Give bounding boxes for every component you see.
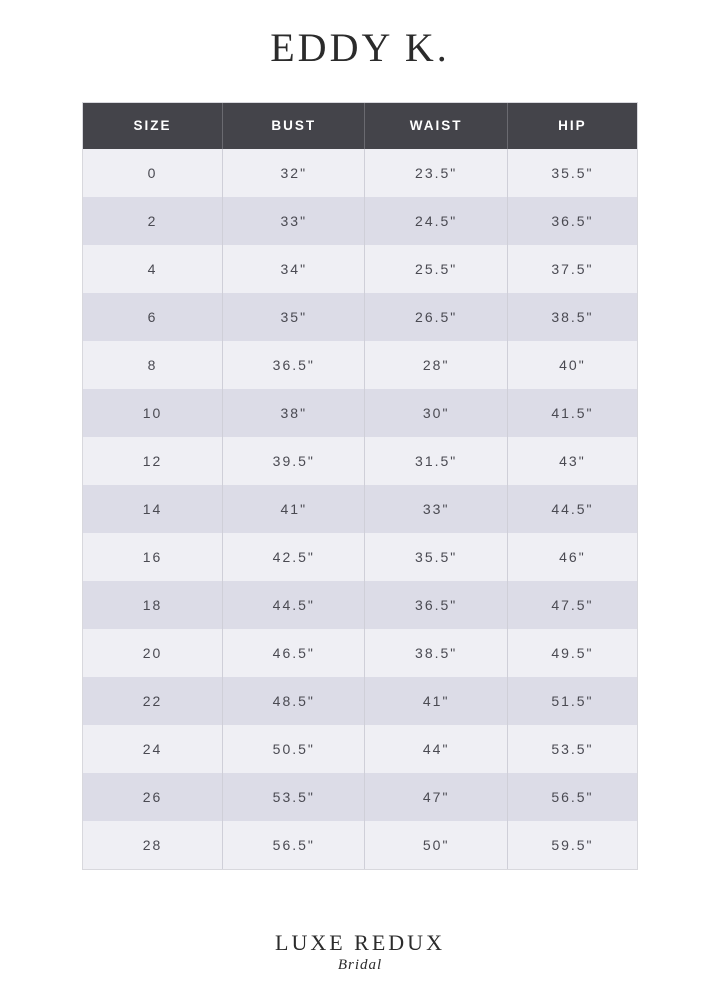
cell-size: 12: [83, 437, 223, 485]
cell-hip: 49.5": [507, 629, 637, 677]
cell-size: 18: [83, 581, 223, 629]
cell-bust: 53.5": [223, 773, 365, 821]
table-row: [83, 821, 637, 869]
cell-size: 26: [83, 773, 223, 821]
cell-size: 28: [83, 821, 223, 869]
cell-size: 24: [83, 725, 223, 773]
cell-waist: 25.5": [365, 245, 507, 293]
size-chart-table: [83, 103, 637, 869]
table-row: [83, 197, 637, 245]
cell-bust: 36.5": [223, 341, 365, 389]
cell-hip: 51.5": [507, 677, 637, 725]
cell-hip: 43": [507, 437, 637, 485]
table-row: [83, 677, 637, 725]
cell-hip: 44.5": [507, 485, 637, 533]
cell-waist: 30": [365, 389, 507, 437]
footer-logo-secondary: Bridal: [337, 957, 383, 973]
cell-waist: 47": [365, 773, 507, 821]
table-row: [83, 341, 637, 389]
footer-logo: [0, 930, 720, 974]
cell-bust: 34": [223, 245, 365, 293]
cell-hip: 38.5": [507, 293, 637, 341]
table-row: [83, 485, 637, 533]
cell-bust: 56.5": [223, 821, 365, 869]
cell-waist: 38.5": [365, 629, 507, 677]
cell-size: 8: [83, 341, 223, 389]
cell-size: 10: [83, 389, 223, 437]
cell-size: 6: [83, 293, 223, 341]
cell-bust: 39.5": [223, 437, 365, 485]
column-header-size: SIZE: [83, 103, 223, 149]
cell-bust: 50.5": [223, 725, 365, 773]
cell-waist: 26.5": [365, 293, 507, 341]
cell-size: 22: [83, 677, 223, 725]
table-row: [83, 293, 637, 341]
table-header-row: [83, 103, 637, 149]
cell-hip: 41.5": [507, 389, 637, 437]
cell-bust: 33": [223, 197, 365, 245]
cell-size: 20: [83, 629, 223, 677]
cell-bust: 48.5": [223, 677, 365, 725]
cell-waist: 24.5": [365, 197, 507, 245]
cell-waist: 36.5": [365, 581, 507, 629]
cell-size: 0: [83, 149, 223, 197]
cell-hip: 53.5": [507, 725, 637, 773]
cell-waist: 28": [365, 341, 507, 389]
table-body: [83, 149, 637, 869]
table-row: [83, 389, 637, 437]
cell-waist: 50": [365, 821, 507, 869]
cell-waist: 35.5": [365, 533, 507, 581]
table-header: [83, 103, 637, 149]
cell-hip: 46": [507, 533, 637, 581]
table-row: [83, 437, 637, 485]
cell-hip: 40": [507, 341, 637, 389]
cell-bust: 42.5": [223, 533, 365, 581]
cell-bust: 44.5": [223, 581, 365, 629]
table-row: [83, 533, 637, 581]
table-row: [83, 773, 637, 821]
footer-logo-primary: LUXE REDUX: [275, 930, 445, 955]
table-row: [83, 149, 637, 197]
cell-bust: 46.5": [223, 629, 365, 677]
table-row: [83, 245, 637, 293]
cell-waist: 33": [365, 485, 507, 533]
table-row: [83, 725, 637, 773]
column-header-hip: HIP: [507, 103, 637, 149]
cell-bust: 32": [223, 149, 365, 197]
table-row: [83, 581, 637, 629]
cell-waist: 44": [365, 725, 507, 773]
cell-hip: 59.5": [507, 821, 637, 869]
cell-hip: 36.5": [507, 197, 637, 245]
cell-size: 2: [83, 197, 223, 245]
cell-size: 14: [83, 485, 223, 533]
cell-hip: 35.5": [507, 149, 637, 197]
cell-size: 4: [83, 245, 223, 293]
cell-waist: 41": [365, 677, 507, 725]
column-header-waist: WAIST: [365, 103, 507, 149]
table-row: [83, 629, 637, 677]
cell-hip: 56.5": [507, 773, 637, 821]
cell-waist: 31.5": [365, 437, 507, 485]
cell-bust: 35": [223, 293, 365, 341]
cell-waist: 23.5": [365, 149, 507, 197]
cell-size: 16: [83, 533, 223, 581]
brand-title: EDDY K.: [270, 25, 450, 70]
cell-hip: 37.5": [507, 245, 637, 293]
cell-hip: 47.5": [507, 581, 637, 629]
column-header-bust: BUST: [223, 103, 365, 149]
size-chart-table-container: [82, 102, 638, 870]
cell-bust: 38": [223, 389, 365, 437]
cell-bust: 41": [223, 485, 365, 533]
